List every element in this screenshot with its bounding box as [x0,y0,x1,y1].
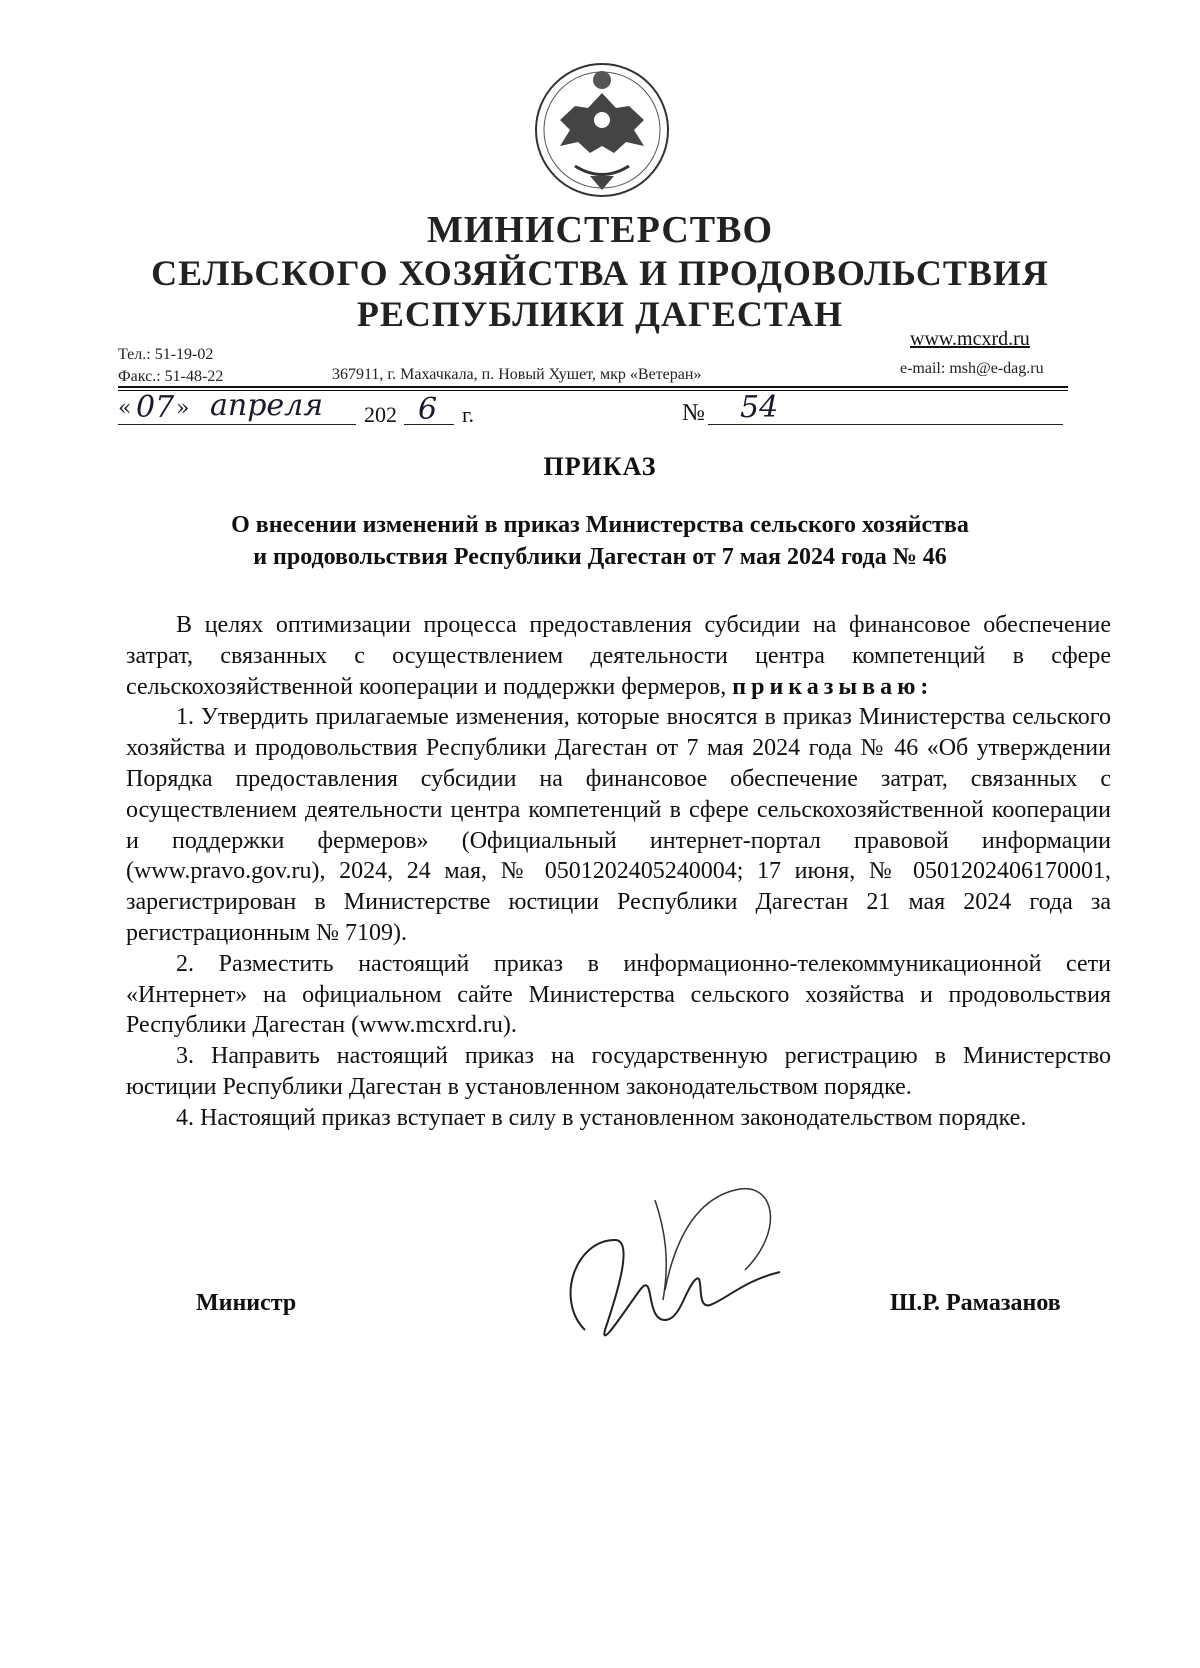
number-underline [708,424,1063,425]
signer-name: Ш.Р. Рамазанов [890,1290,1061,1316]
order-item-4: 4. Настоящий приказ вступает в силу в установленном законодательством порядке. [176,1104,1027,1131]
fax-number: Факс.: 51-48-22 [118,368,224,385]
date-month: апреля [210,388,324,423]
subject-line1: О внесении изменений в приказ Министерства сельского хозяйства [231,512,969,538]
year-prefix: 202 [364,402,397,427]
email-address: e-mail: msh@e-dag.ru [900,360,1044,377]
year-suffix: г. [462,402,475,427]
handwritten-signature [545,1180,805,1370]
order-body [126,610,1111,1134]
date-underline [118,424,356,425]
year-digit: 6 [418,392,438,427]
coat-of-arms-emblem [530,58,675,203]
address: 367911, г. Махачкала, п. Новый Хушет, мкр «Ветеран» [332,366,702,383]
date-open-quote: « [118,396,132,421]
ministry-title-line2: СЕЛЬСКОГО ХОЗЯЙСТВА И ПРОДОВОЛЬСТВИЯ [151,253,1049,293]
ministry-title-line3: РЕСПУБЛИКИ ДАГЕСТАН [356,294,844,334]
document-type: ПРИКАЗ [543,452,657,481]
ministry-title-line1: МИНИСТЕРСТВО [426,209,774,251]
order-item-3: 3. Направить настоящий приказ на государственную регистрацию в Министерство юстиции Республики Дагестан в установленном законодательством порядке. [126,1043,1111,1100]
order-item-1: 1. Утвердить прилагаемые изменения, которые вносятся в приказ Министерства сельского хозяйства и продовольствия Республики Дагестан от 7 мая 2024 года № 46 «Об утверждении Порядка предоставления субсидии на финансовое обеспечение затрат, связанных с осуществлением деятельности центра компетенций в сфере сельскохозяйственной кооперации и поддержки фермеров» (Официальный интернет-портал правовой информации (www.pravo.gov.ru), 2024, 24 мая, № 0501202405240004; 17 июня, № 0501202406170001, зарегистрирован в Министерстве юстиции Республики Дагестан 21 мая 2024 года за регистрационным № 7109). [126,704,1111,946]
number-value: 54 [740,390,779,425]
website-link[interactable]: www.mcxrd.ru [910,328,1030,350]
subject-line2: и продовольствия Республики Дагестан от 7 мая 2024 года № 46 [253,544,947,570]
signer-position: Министр [196,1290,297,1316]
phone-number: Тел.: 51-19-02 [118,346,214,363]
date-day: 07 [136,390,175,425]
decree-word: приказываю: [732,673,934,700]
preamble-paragraph [126,610,1111,702]
date-close-quote: » [176,396,190,421]
order-item-2: 2. Разместить настоящий приказ в информационно-телекоммуникационной сети «Интернет» на официальном сайте Министерства сельского хозяйства и продовольствия Республики Дагестан (www.mcxrd.ru). [126,950,1111,1039]
number-label: № [682,400,705,426]
year-underline [404,424,454,425]
preamble-text: В целях оптимизации процесса предоставления субсидии на финансовое обеспечение затрат, связанных с осуществлением деятельности центра компетенций в сфере сельскохозяйственной кооперации и поддержки фермеров, [126,612,1111,700]
